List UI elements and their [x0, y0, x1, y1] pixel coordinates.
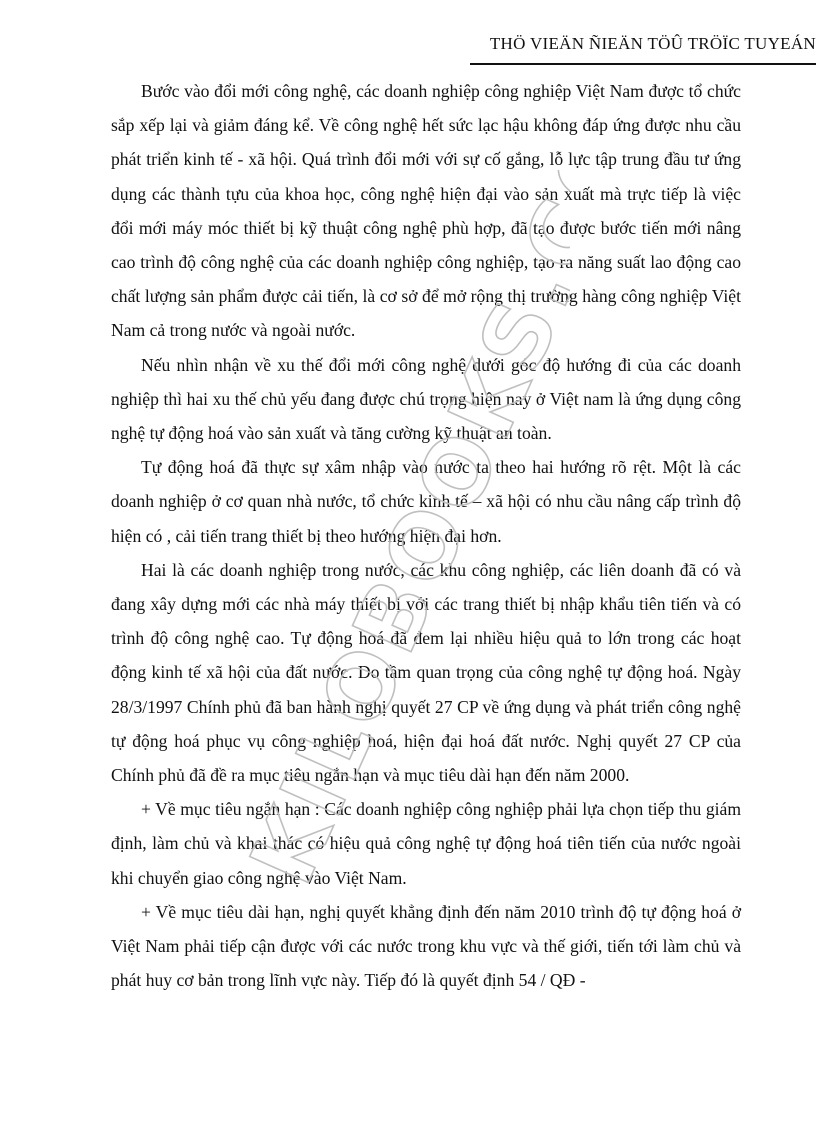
paragraph-4: Hai là các doanh nghiệp trong nước, các khu công nghiệp, các liên doanh đã có và đang xây dựng mới các nhà máy thiết bị với các trang thiết bị nhập khẩu tiên tiến và có trình độ công nghệ cao. Tự động hoá đã đem lại nhiều hiệu quả to lớn trong các hoạt động kinh tế xã hội của đất nước. Do tầm quan trọng của công nghệ tự động hoá. Ngày 28/3/1997 Chính phủ đã ban hành nghị quyết 27 CP về ứng dụng và phát triển công nghệ tự động hoá phục vụ công nghiệp hoá, hiện đại hoá đất nước. Nghị quyết 27 CP của Chính phủ đã đề ra mục tiêu ngắn hạn và mục tiêu dài hạn đến năm 2000.: [111, 559, 741, 786]
paragraph-3: Tự động hoá đã thực sự xâm nhập vào nước ta theo hai hướng rõ rệt. Một là các doanh nghiệp ở cơ quan nhà nước, tổ chức kinh tế – xã hội có nhu cầu nâng cấp trình độ hiện có , cải tiến trang thiết bị theo hướng hiện đại hơn.: [111, 457, 741, 546]
paragraph-5: + Về mục tiêu ngắn hạn : Các doanh nghiệp công nghiệp phải lựa chọn tiếp thu giám định, làm chủ và khai thác có hiệu quả công nghệ tự động hoá tiên tiến của nước ngoài khi chuyển giao công nghệ vào Việt Nam.: [111, 799, 741, 888]
paragraph-6: + Về mục tiêu dài hạn, nghị quyết khẳng định đến năm 2010 trình độ tự động hoá ở Việt Nam phải tiếp cận được với các nước trong khu vực và thế giới, tiến tới làm chủ và phát huy cơ bản trong lĩnh vực này. Tiếp đó là quyết định 54 / QĐ -: [111, 901, 741, 991]
page-header: THÖ VIEÄN ÑIEÄN TÖÛ TRÖÏC TUYEÁN: [489, 34, 816, 53]
watermark-text: KILOBOOKS.CO: [230, 170, 570, 899]
paragraph-1: Bước vào đổi mới công nghệ, các doanh nghiệp công nghiệp Việt Nam được tổ chức sắp xếp lại và giảm đáng kể. Về công nghệ hết sức lạc hậu không đáp ứng được nhu cầu phát triển kinh tế - xã hội. Quá trình đổi mới với sự cố gắng, lỗ lực tập trung đầu tư ứng dụng các thành tựu của khoa học, công nghệ hiện đại vào sản xuất mà trực tiếp là việc đổi mới máy móc thiết bị kỹ thuật công nghệ phù hợp, đã tạo được bước tiến mới nâng cao trình độ công nghệ của các doanh nghiệp công nghiệp, tạo ra năng suất lao động cao chất lượng sản phẩm được cải tiến, là cơ sở để mở rộng thị trường hàng công nghiệp Việt Nam cả trong nước và ngoài nước.: [111, 81, 741, 341]
paragraph-2: Nếu nhìn nhận về xu thế đổi mới công nghệ dưới góc độ hướng đi của các doanh nghiệp thì hai xu thế chủ yếu đang được chú trọng hiện nay ở Việt nam là ứng dụng công nghệ tự động hoá vào sản xuất và tăng cường kỹ thuật an toàn.: [111, 354, 741, 444]
body-text: [111, 74, 741, 997]
header-rule: [470, 63, 816, 65]
